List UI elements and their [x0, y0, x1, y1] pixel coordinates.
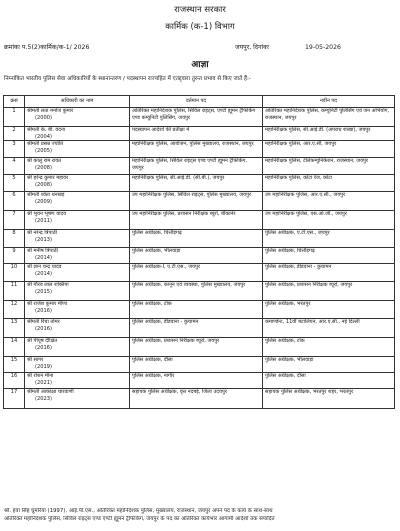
- current-post: पुलिस अधीक्षक, डीडवाना - कुचामन: [130, 319, 263, 338]
- new-post: उप महानिरीक्षक पुलिस, आर.ए.सी., जयपुर: [263, 192, 395, 211]
- order-intro: निम्नांकित भारतीय पुलिस सेवा अधिकारियों के स्थानान्तरण / पदस्थापन राज्यहित में एतद्द्वारा तुरन्त प्रभाव से किए जाते हैं:-: [4, 76, 251, 82]
- officer-cell: [25, 301, 130, 319]
- officer-name: श्रीमती लता मनोज कुमार: [27, 108, 74, 114]
- current-post: महानिरीक्षक पुलिस, आयोजन, पुलिस मुख्यालय, राजस्थान, जयपुर: [130, 141, 263, 158]
- current-post: सहायक पुलिस अधीक्षक, वृत्त नदबई, जिला उदयपुर: [130, 389, 263, 409]
- officer-name: श्री सागर: [27, 357, 44, 364]
- table-row: [4, 282, 395, 301]
- new-post: सहायक पुलिस अधीक्षक, भरतपुर शहर, भरतपुर: [263, 389, 395, 409]
- serial-number: 13: [4, 319, 25, 338]
- table-row: [4, 319, 395, 338]
- serial-number: 9: [4, 248, 25, 264]
- header-new-post: नवीन पद: [263, 96, 395, 108]
- serial-number: 14: [4, 338, 25, 357]
- new-post: पुलिस अधीक्षक, टोंक: [263, 338, 395, 357]
- batch-year: (2019): [35, 363, 52, 370]
- officer-cell: [25, 338, 130, 357]
- officer-name: श्री नरेन्द्र त्रिपाठी: [27, 230, 57, 237]
- reference-line: [4, 43, 396, 53]
- batch-year: (2016): [35, 325, 52, 332]
- footer-line: श्री. हवा सिंह घुमरिया (1997), आई.पी.एस., अतिरिक्त महानिदेशक पुलिस, मुख्यालय, राजस्थान, जयपुर अपने पद के कार्य के साथ-साथ: [4, 508, 273, 514]
- reference: [4, 43, 89, 53]
- batch-year: (2005): [35, 147, 52, 154]
- serial-number: 5: [4, 175, 25, 192]
- table-row: [4, 301, 395, 319]
- header-serial: क्रसं: [4, 96, 25, 108]
- table-row: [4, 230, 395, 248]
- department-title: कार्मिक (क-1) विभाग: [165, 22, 235, 32]
- current-post: पुलिस अधीक्षक, दौसा: [130, 357, 263, 373]
- order-date: 19-05-2026: [305, 44, 341, 51]
- serial-number: 10: [4, 264, 25, 282]
- batch-year: (2009): [35, 198, 52, 205]
- serial-number: 2: [4, 127, 25, 141]
- serial-number: 17: [4, 389, 25, 409]
- table-row: [4, 211, 395, 230]
- serial-number: 3: [4, 141, 25, 158]
- serial-number: 7: [4, 211, 25, 230]
- officer-cell: [25, 211, 130, 230]
- current-post: पुलिस अधीक्षक, चित्तौड़गढ़: [130, 230, 263, 248]
- officer-name: श्रीमती के. बी. वंदना: [27, 127, 66, 133]
- reference-label: क्रमांकः: [4, 44, 21, 51]
- officer-cell: [25, 389, 130, 409]
- new-post: कमाण्डेन्ट, 11वीं बटालियन, आर.ए.सी., नई दिल्ली: [263, 319, 395, 338]
- batch-year: (2013): [35, 236, 52, 243]
- batch-year: (2016): [35, 307, 52, 314]
- serial-number: 12: [4, 301, 25, 319]
- serial-number: 8: [4, 230, 25, 248]
- new-post: पुलिस अधीक्षक, प्रशासन निरीक्षक ब्यूरो, जयपुर: [263, 282, 395, 301]
- current-post: पुलिस अधीक्षक-I, ए.टी.एस., जयपुर: [130, 264, 263, 282]
- table-row: [4, 192, 395, 211]
- batch-year: (2008): [35, 164, 52, 171]
- current-post: पदस्थापन आदेशों की प्रतीक्षा में: [130, 127, 263, 141]
- current-post: पुलिस अधीक्षक, कानून एवं व्यवस्था, पुलिस मुख्यालय, जयपुर: [130, 282, 263, 301]
- table-header-row: [4, 96, 395, 108]
- new-post: पुलिस अधीक्षक, भरतपुर: [263, 301, 395, 319]
- officer-cell: [25, 357, 130, 373]
- officer-cell: [25, 319, 130, 338]
- serial-number: 16: [4, 373, 25, 389]
- batch-year: (2015): [35, 288, 52, 295]
- current-post: पुलिस अधीक्षक, टोंक: [130, 301, 263, 319]
- officer-name: श्रीमती आकांक्षा चारवाणी: [27, 389, 74, 396]
- officer-cell: [25, 230, 130, 248]
- batch-year: (2000): [35, 114, 52, 121]
- new-post: पुलिस अधीक्षक, डीडवाना - कुचामन: [263, 264, 395, 282]
- batch-year: (2014): [35, 270, 52, 277]
- transfer-table: [3, 95, 395, 409]
- officer-cell: [25, 373, 130, 389]
- place-label: जयपुर, दिनांकः: [235, 44, 270, 51]
- new-post: उप महानिरीक्षक पुलिस, एस.ओ.जी., जयपुर: [263, 211, 395, 230]
- officer-cell: [25, 108, 130, 127]
- batch-year: (2004): [35, 133, 52, 140]
- batch-year: (2021): [35, 379, 52, 386]
- table-row: [4, 389, 395, 409]
- officer-name: श्रीमती प्रसन्न ज्योति: [27, 141, 64, 148]
- current-post: पुलिस अधीक्षक, भीलवाड़ा: [130, 248, 263, 264]
- current-post: महानिरीक्षक पुलिस, सिविल राइट्स एण्ड एण्टी ह्यूमन ट्रैफिकिंग, जयपुर: [130, 158, 263, 175]
- serial-number: 4: [4, 158, 25, 175]
- batch-year: (2016): [35, 344, 52, 351]
- order-title: आज्ञा: [191, 60, 209, 70]
- officer-cell: [25, 282, 130, 301]
- batch-year: (2011): [35, 217, 52, 224]
- new-post: महानिरीक्षक पुलिस, टेलिकम्युनिकेशन, राजस्थान, जयपुर: [263, 158, 395, 175]
- current-post: उप महानिरीक्षक पुलिस, प्रशासन निरीक्षक ब्यूरो, बीकानेर: [130, 211, 263, 230]
- table-row: [4, 248, 395, 264]
- new-post: पुलिस अधीक्षक, चित्तौड़गढ़: [263, 248, 395, 264]
- current-post: पुलिस अधीक्षक, नागौर: [130, 373, 263, 389]
- new-post: पुलिस अधीक्षक, दौसा: [263, 373, 395, 389]
- table-row: [4, 141, 395, 158]
- officer-name: श्री राजेश कुमार मीणा: [27, 301, 68, 308]
- batch-year: (2023): [35, 395, 52, 402]
- officer-name: श्रीमती रिचा तोमर: [27, 319, 60, 326]
- table-row: [4, 373, 395, 389]
- new-post: महानिरीक्षक पुलिस, सी.आई.डी. (अपराध शाखा), जयपुर: [263, 127, 395, 141]
- officer-name: श्री पीयूष दीक्षित: [27, 338, 58, 345]
- new-post: महानिरीक्षक पुलिस, कोटा रेंज, कोटा: [263, 175, 395, 192]
- officer-cell: [25, 192, 130, 211]
- officer-cell: [25, 158, 130, 175]
- officer-name: श्री मनीष त्रिपाठी: [27, 248, 58, 255]
- new-post: अतिरिक्त महानिदेशक पुलिस, कम्युनिटी पुलिसिंग एवं जन अभियोग, राजस्थान, जयपुर: [263, 108, 395, 127]
- officer-name: श्री गौरव लाल शक्तिपा: [27, 282, 69, 289]
- batch-year: (2014): [35, 254, 52, 261]
- officer-cell: [25, 127, 130, 141]
- current-post: उप महानिरीक्षक पुलिस, सिविल राइट्स, पुलिस मुख्यालय, जयपुर: [130, 192, 263, 211]
- officer-name: श्री ज्ञान चन्द्र यादव: [27, 264, 62, 271]
- government-title: राजस्थान सरकार: [174, 5, 226, 15]
- serial-number: 11: [4, 282, 25, 301]
- current-post: अतिरिक्त महानिदेशक पुलिस, सिविल राइट्स, एण्टी ह्यूमन ट्रैफिकिंग एण्ड कम्युनिटी पुलिसिंग, जयपुर: [130, 108, 263, 127]
- table-row: [4, 108, 395, 127]
- batch-year: (2008): [35, 181, 52, 188]
- officer-cell: [25, 175, 130, 192]
- header-officer-name: अधिकारी का नाम: [25, 96, 130, 108]
- officer-cell: [25, 264, 130, 282]
- footer-line: अतिरिक्त महानिदेशक पुलिस, सिविल राइट्स एण्ड एण्टी ह्यूमन ट्रैफिकिंग, जयपुर के पद का अतिरिक्त कार्यभार आगामी आदेशों तक संपादित: [4, 515, 275, 522]
- serial-number: 15: [4, 357, 25, 373]
- officer-cell: [25, 141, 130, 158]
- officer-name: श्रीमती श्वेता धनखड़: [27, 192, 65, 199]
- table-row: [4, 264, 395, 282]
- header-current-post: वर्तमान पद: [130, 96, 263, 108]
- current-post: पुलिस अधीक्षक, प्रशासन निरीक्षक ब्यूरो, जयपुर: [130, 338, 263, 357]
- serial-number: 1: [4, 108, 25, 127]
- table-row: [4, 357, 395, 373]
- officer-name: श्री कालु राम रावत: [27, 158, 62, 165]
- new-post: पुलिस अधीक्षक, ए.टी.एस., जयपुर: [263, 230, 395, 248]
- table-row: [4, 338, 395, 357]
- footer-note: [4, 508, 396, 523]
- new-post: महानिरीक्षक पुलिस, आर.ए.सी, जयपुर: [263, 141, 395, 158]
- officer-cell: [25, 248, 130, 264]
- current-post: महानिरीक्षक पुलिस, सी.आई.डी. (सी.बी.), जयपुर: [130, 175, 263, 192]
- table-row: [4, 158, 395, 175]
- reference-number: प.5(2)कार्मिक/क-1/ 2026: [22, 44, 90, 51]
- officer-name: श्री भुवन भूषण यादव: [27, 211, 67, 218]
- new-post: पुलिस अधीक्षक, भीलवाड़ा: [263, 357, 395, 373]
- officer-name: श्री रोशन मीना: [27, 373, 54, 380]
- serial-number: 6: [4, 192, 25, 211]
- table-row: [4, 175, 395, 192]
- table-row: [4, 127, 395, 141]
- officer-name: श्री हरेन्द्र कुमार महावर: [27, 175, 69, 182]
